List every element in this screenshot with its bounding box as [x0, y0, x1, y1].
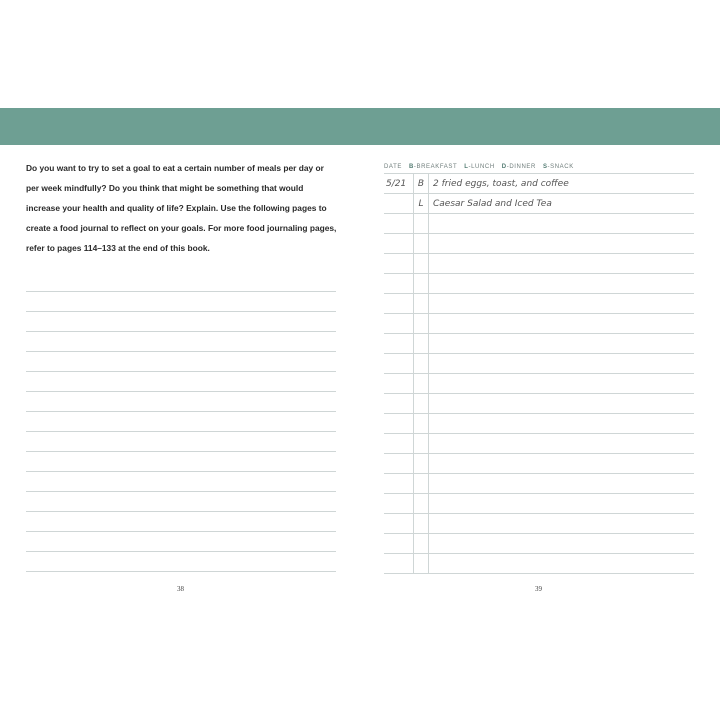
journal-row[interactable]: [384, 434, 694, 454]
entry-meal[interactable]: [414, 214, 429, 233]
entry-date[interactable]: [384, 194, 414, 213]
entry-food[interactable]: [429, 214, 694, 233]
entry-food[interactable]: [429, 294, 694, 313]
entry-date[interactable]: [384, 354, 414, 373]
entry-date[interactable]: [384, 554, 414, 573]
entry-food[interactable]: [429, 414, 694, 433]
journal-row[interactable]: [384, 454, 694, 474]
entry-meal[interactable]: [414, 254, 429, 273]
writing-line[interactable]: [26, 452, 336, 472]
entry-meal[interactable]: L: [414, 194, 429, 213]
entry-food[interactable]: [429, 494, 694, 513]
writing-line[interactable]: [26, 532, 336, 552]
entry-food[interactable]: Caesar Salad and Iced Tea: [433, 198, 552, 209]
journal-row[interactable]: [384, 294, 694, 314]
food-journal: [384, 161, 694, 574]
entry-food[interactable]: [429, 394, 694, 413]
journal-row[interactable]: [384, 354, 694, 374]
writing-lines: [26, 272, 336, 572]
journal-header: [384, 161, 694, 173]
writing-line[interactable]: [26, 432, 336, 452]
entry-date[interactable]: [384, 514, 414, 533]
entry-date[interactable]: [384, 494, 414, 513]
entry-food[interactable]: [429, 274, 694, 293]
entry-meal[interactable]: [414, 234, 429, 253]
snack-key: S-SNACK: [542, 164, 574, 170]
entry-meal[interactable]: [414, 454, 429, 473]
entry-meal[interactable]: [414, 294, 429, 313]
entry-date[interactable]: [384, 374, 414, 393]
entry-food[interactable]: [429, 514, 694, 533]
entry-meal[interactable]: [414, 354, 429, 373]
entry-meal[interactable]: [414, 394, 429, 413]
entry-food[interactable]: 2 fried eggs, toast, and coffee: [433, 178, 569, 189]
journal-row[interactable]: [384, 534, 694, 554]
writing-line[interactable]: [26, 412, 336, 432]
lunch-key: L-LUNCH: [464, 164, 495, 170]
entry-date[interactable]: [384, 234, 414, 253]
journal-prompt: Do you want to try to set a goal to eat a certain number of meals per day or per week mindfully? Do you think that might be something that would increase your health and quality of life? Explain. Use the following pages to create a food journal to reflect on your goals. For more food journaling pages, refer to pages 114–133 at the end of this book.: [26, 163, 337, 253]
entry-meal[interactable]: [414, 414, 429, 433]
entry-food[interactable]: [429, 314, 694, 333]
entry-meal[interactable]: [414, 494, 429, 513]
entry-meal[interactable]: [414, 474, 429, 493]
journal-row[interactable]: [384, 414, 694, 434]
entry-date[interactable]: [384, 294, 414, 313]
entry-food[interactable]: [429, 534, 694, 553]
entry-date[interactable]: [384, 314, 414, 333]
writing-line[interactable]: [26, 512, 336, 532]
entry-meal[interactable]: [414, 314, 429, 333]
entry-date[interactable]: [384, 414, 414, 433]
entry-date[interactable]: [384, 274, 414, 293]
entry-date[interactable]: [384, 254, 414, 273]
writing-line[interactable]: [26, 332, 336, 352]
writing-line[interactable]: [26, 292, 336, 312]
entry-date[interactable]: [384, 214, 414, 233]
writing-line[interactable]: [26, 492, 336, 512]
writing-line[interactable]: [26, 272, 336, 292]
entry-date[interactable]: [384, 434, 414, 453]
entry-food[interactable]: [429, 354, 694, 373]
entry-meal[interactable]: [414, 534, 429, 553]
entry-food[interactable]: [429, 454, 694, 473]
entry-meal[interactable]: [414, 434, 429, 453]
journal-row[interactable]: [384, 214, 694, 234]
entry-meal[interactable]: [414, 334, 429, 353]
entry-date[interactable]: [384, 474, 414, 493]
entry-food[interactable]: [429, 234, 694, 253]
journal-grid: [384, 173, 694, 574]
journal-row[interactable]: [384, 314, 694, 334]
writing-line[interactable]: [26, 312, 336, 332]
writing-line[interactable]: [26, 472, 336, 492]
entry-date[interactable]: [384, 334, 414, 353]
journal-row[interactable]: [384, 194, 694, 214]
journal-row[interactable]: [384, 173, 694, 194]
entry-date[interactable]: [384, 394, 414, 413]
entry-food[interactable]: [429, 474, 694, 493]
entry-meal[interactable]: [414, 554, 429, 573]
entry-meal[interactable]: B: [414, 174, 429, 193]
journal-row[interactable]: [384, 254, 694, 274]
date-column-label: DATE: [384, 164, 402, 170]
page-number-right: 39: [535, 585, 542, 593]
journal-row[interactable]: [384, 274, 694, 294]
entry-food[interactable]: [429, 434, 694, 453]
dinner-key: D-DINNER: [501, 164, 536, 170]
entry-date[interactable]: [384, 534, 414, 553]
writing-line[interactable]: [26, 352, 336, 372]
journal-row[interactable]: [384, 394, 694, 414]
entry-date[interactable]: 5/21: [384, 174, 414, 193]
entry-meal[interactable]: [414, 514, 429, 533]
entry-food[interactable]: [429, 374, 694, 393]
entry-food[interactable]: [429, 254, 694, 273]
entry-meal[interactable]: [414, 374, 429, 393]
journal-row[interactable]: [384, 334, 694, 354]
page-number-left: 38: [177, 585, 184, 593]
journal-row[interactable]: [384, 514, 694, 534]
journal-row[interactable]: [384, 474, 694, 494]
writing-line[interactable]: [26, 372, 336, 392]
header-band: [0, 108, 720, 145]
journal-row[interactable]: [384, 374, 694, 394]
entry-food[interactable]: [429, 554, 694, 573]
entry-date[interactable]: [384, 454, 414, 473]
entry-meal[interactable]: [414, 274, 429, 293]
writing-line[interactable]: [26, 392, 336, 412]
breakfast-key: B-BREAKFAST: [408, 164, 458, 170]
entry-food[interactable]: [429, 334, 694, 353]
journal-row[interactable]: [384, 234, 694, 254]
writing-line[interactable]: [26, 552, 336, 572]
journal-row[interactable]: [384, 494, 694, 514]
journal-row[interactable]: [384, 554, 694, 574]
